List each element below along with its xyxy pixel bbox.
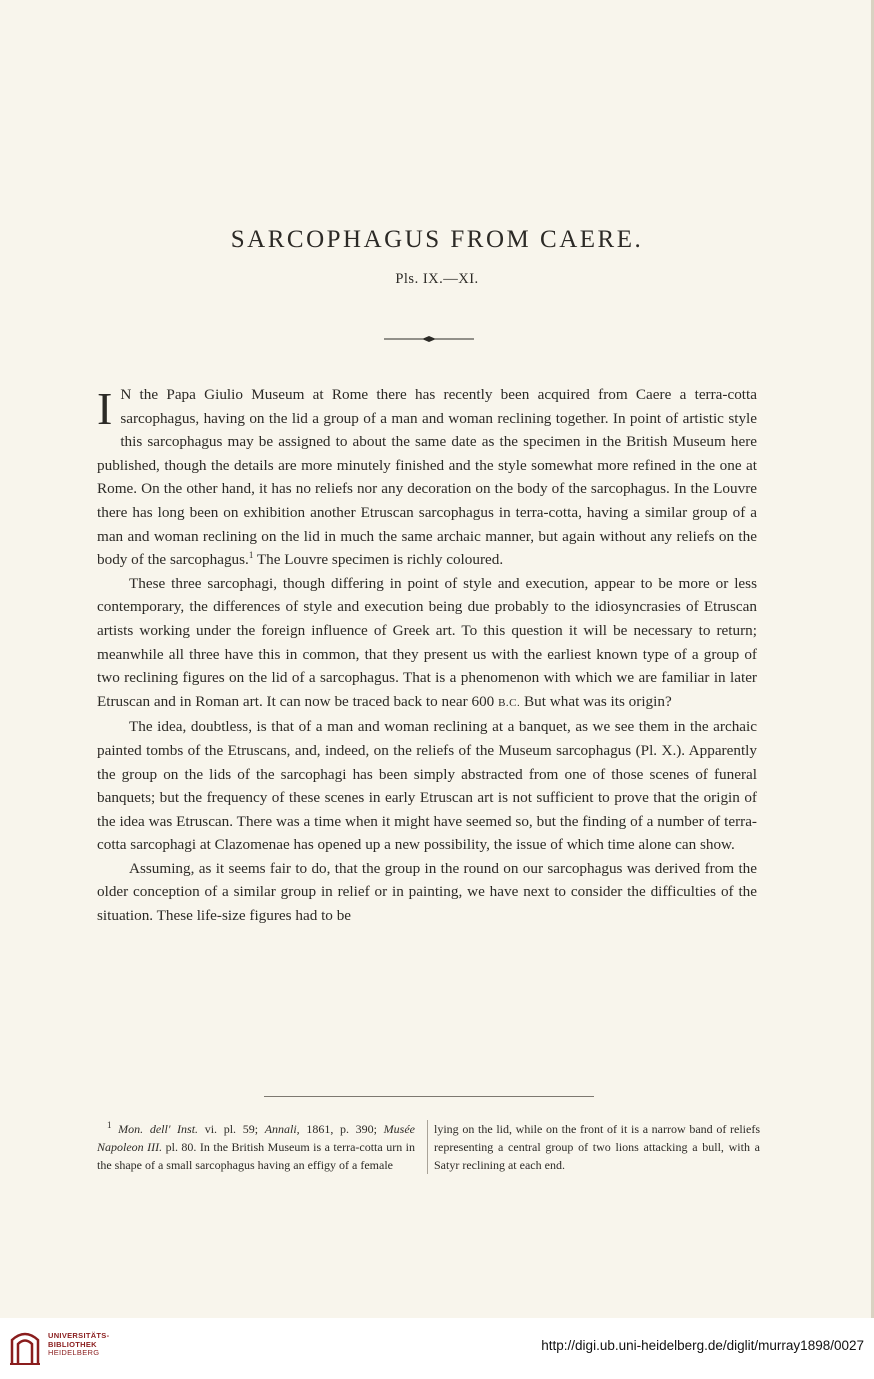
footnote-column-left	[97, 1120, 415, 1174]
citation-mon: Mon. dell' Inst.	[118, 1122, 199, 1136]
paragraph-1-text: N the Papa Giulio Museum at Rome there has recently been acquired from Caere a terra-cotta sarcophagus, having on the lid a group of a man and woman reclining together. In point of artistic style this sarcophagus may be assigned to about the same date as the specimen in the British Museum here published, though the details are more minutely finished and the style somewhat more refined in the one at Rome. On the other hand, it has no reliefs nor any decoration on the body of the sarcophagus. In the Louvre there has long been on exhibition another Etruscan sarcophagus in terra-cotta, having a similar group of a man and woman reclining on the lid in much the same archaic manner, but again without any reliefs on the body of the sarcophagus.	[97, 386, 757, 569]
citation-musee: Musée Napoleon III.	[97, 1122, 415, 1154]
paragraph-4: Assuming, as it seems fair to do, that the group in the round on our sarcophagus was derived from the older conception of a similar group in relief or in painting, we have next to consider the difficulties of the situation. These life-size figures had to be	[97, 859, 757, 925]
citation-text-b: 1861, p. 390;	[299, 1122, 384, 1136]
page-title: SARCOPHAGUS FROM CAERE.	[230, 226, 644, 253]
library-logo-icon[interactable]	[10, 1330, 40, 1366]
ornament-divider-icon	[384, 334, 474, 344]
paragraph-2	[97, 572, 757, 716]
era-abbreviation: B.C.	[498, 696, 521, 709]
citation-text-a: vi. pl. 59;	[198, 1122, 265, 1136]
drop-cap: I	[97, 383, 113, 434]
footnote-column-right: lying on the lid, while on the front of it is a narrow band of reliefs representing a central group of two lions attacking a bull, with a Satyr reclining at each end.	[427, 1120, 760, 1174]
library-name-line-2: BIBLIOTHEK	[48, 1339, 97, 1349]
footer-bar	[0, 1318, 874, 1379]
permalink-url[interactable]: http://digi.ub.uni-heidelberg.de/diglit/murray1898/0027	[541, 1338, 864, 1353]
plates-reference: Pls. IX.—XI.	[395, 271, 479, 287]
citation-annali: Annali,	[264, 1122, 300, 1136]
article-body	[97, 383, 757, 928]
library-name-line-1: UNIVERSITÄTS-	[48, 1331, 110, 1340]
library-name[interactable]	[48, 1332, 109, 1358]
footnote-1	[97, 1120, 415, 1174]
footnote-rule	[264, 1096, 594, 1097]
citation-text-c: pl. 80. In the British Museum is a terra-cotta urn in the shape of a small sarcophagus having an effigy of a female	[97, 1140, 415, 1172]
paragraph-1	[97, 383, 757, 572]
paragraph-1-tail: The Louvre specimen is richly coloured.	[253, 551, 504, 569]
paragraph-2-tail: But what was its origin?	[520, 692, 672, 710]
paragraph-3: The idea, doubtless, is that of a man and woman reclining at a banquet, as we see them in the archaic painted tombs of the Etruscans, and, indeed, on the reliefs of the Museum sarcophagus (Pl. X.). Apparently the group on the lids of the sarcophagi has been simply abstracted from one of those scenes of funeral banquets; but the frequency of these scenes in early Etruscan art is not sufficient to prove that the origin of the idea was Etruscan. There was a time when it might have seemed so, but the finding of a number of terra-cotta sarcophagi at Clazomenae has opened up a new possibility, the issue of which time alone can show.	[97, 718, 757, 854]
footnote-mark: 1	[107, 1120, 112, 1130]
paragraph-2-text: These three sarcophagi, though differing in point of style and execution, appear to be more or less contemporary, the differences of style and execution being due probably to the idiosyncrasies of Etruscan artists working under the foreign influence of Greek art. To this question it will be necessary to return; meanwhile all three have this in common, that they present us with the earliest known type of a group of two reclining figures on the lid of a sarcophagus. That is a phenomenon with which we are familiar in later Etruscan and in Roman art. It can now be traced back to near 600	[97, 574, 757, 710]
library-name-line-3: HEIDELBERG	[48, 1348, 100, 1357]
footnote-reference: 1	[248, 550, 254, 561]
